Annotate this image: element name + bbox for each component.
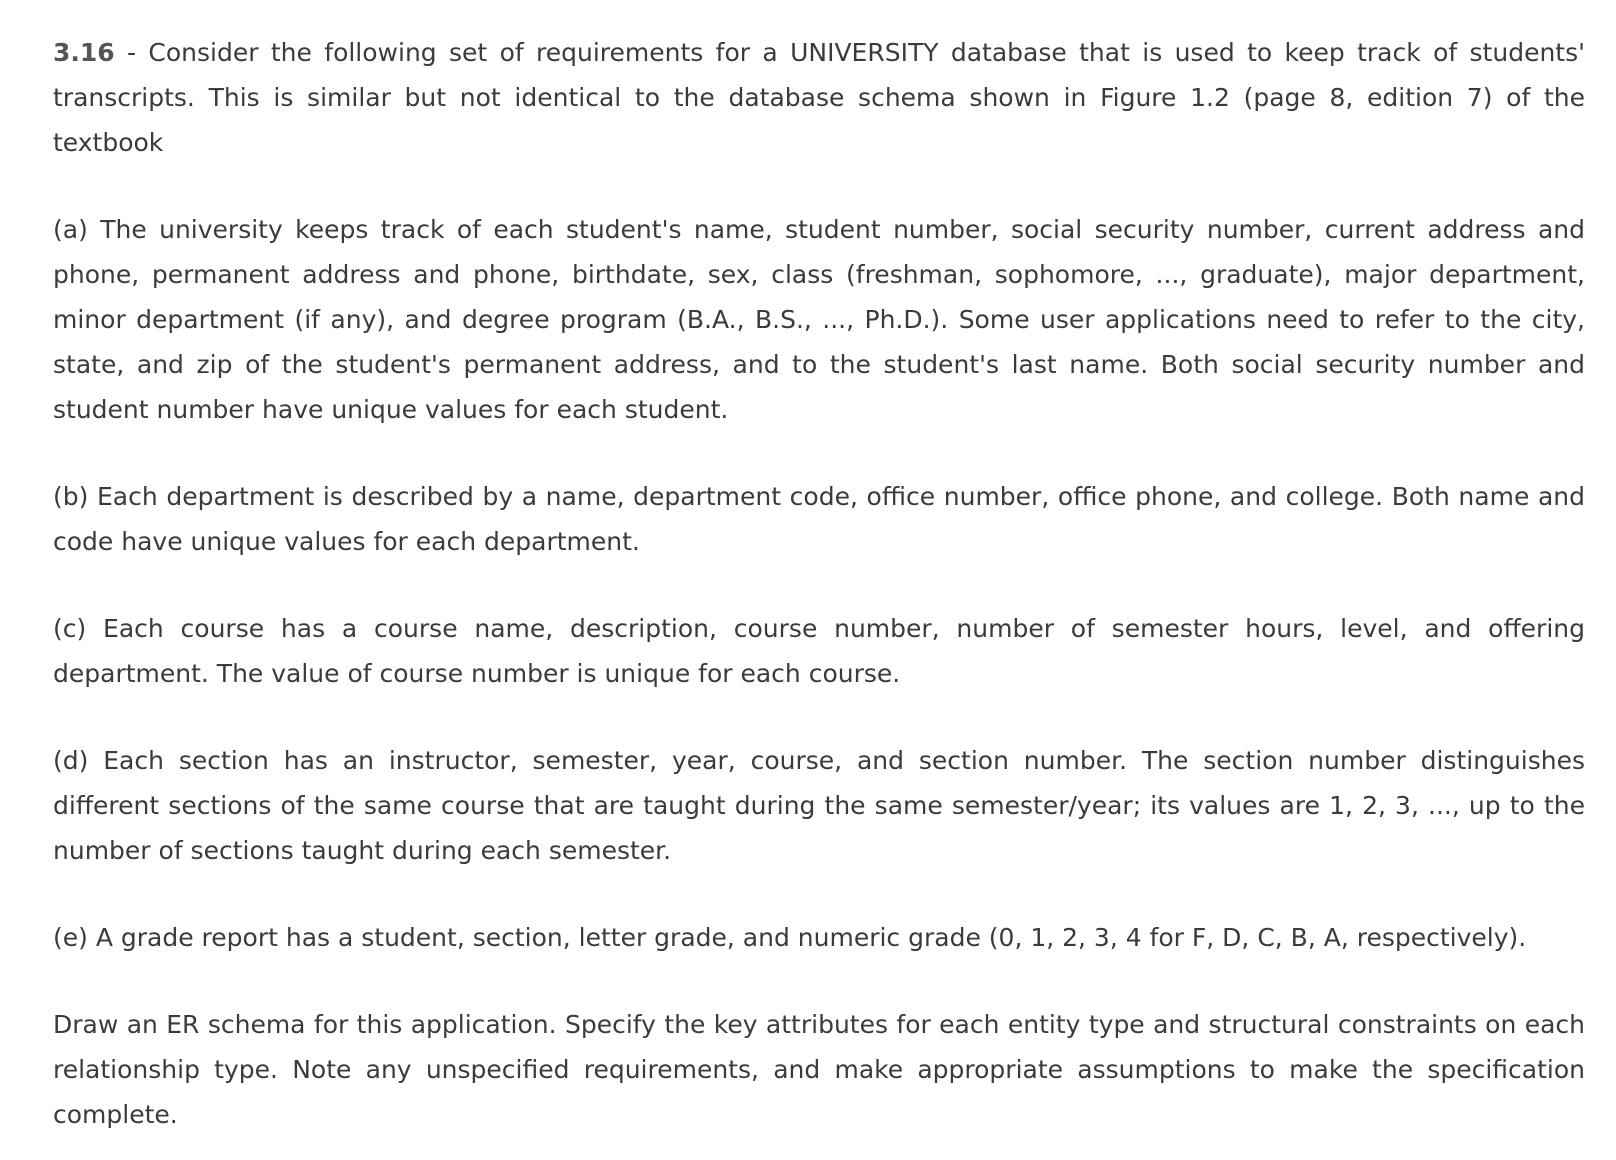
requirement-b: (b) Each department is described by a name, department code, office number, office phone, and college. Both name and code have unique values for each department. <box>53 482 1585 556</box>
problem-number: 3.16 <box>53 38 115 67</box>
problem-statement <box>53 30 1585 1137</box>
problem-intro-text: - Consider the following set of requirements for a UNIVERSITY database that is used to keep track of students' transcripts. This is similar but not identical to the database schema shown in Figure 1.2 (page 8, edition 7) of the textbook <box>53 38 1585 157</box>
requirement-c: (c) Each course has a course name, description, course number, number of semester hours, level, and offering department. The value of course number is unique for each course. <box>53 614 1585 688</box>
problem-intro <box>53 30 1585 165</box>
requirement-e: (e) A grade report has a student, section, letter grade, and numeric grade (0, 1, 2, 3, 4 for F, D, C, B, A, respectively). <box>53 923 1527 952</box>
instructions: Draw an ER schema for this application. Specify the key attributes for each entity type and structural constraints on each relationship type. Note any unspecified requirements, and make appropriate assumptions to make the specification complete. <box>53 1010 1585 1129</box>
requirement-d: (d) Each section has an instructor, semester, year, course, and section number. The section number distinguishes different sections of the same course that are taught during the same semester/year; its values are 1, 2, 3, ..., up to the number of sections taught during each semester. <box>53 746 1585 865</box>
requirement-a: (a) The university keeps track of each student's name, student number, social security number, current address and phone, permanent address and phone, birthdate, sex, class (freshman, sophomore, ..., graduate), major department, minor department (if any), and degree program (B.A., B.S., ..., Ph.D.). Some user applications need to refer to the city, state, and zip of the student's permanent address, and to the student's last name. Both social security number and student number have unique values for each student. <box>53 215 1585 424</box>
